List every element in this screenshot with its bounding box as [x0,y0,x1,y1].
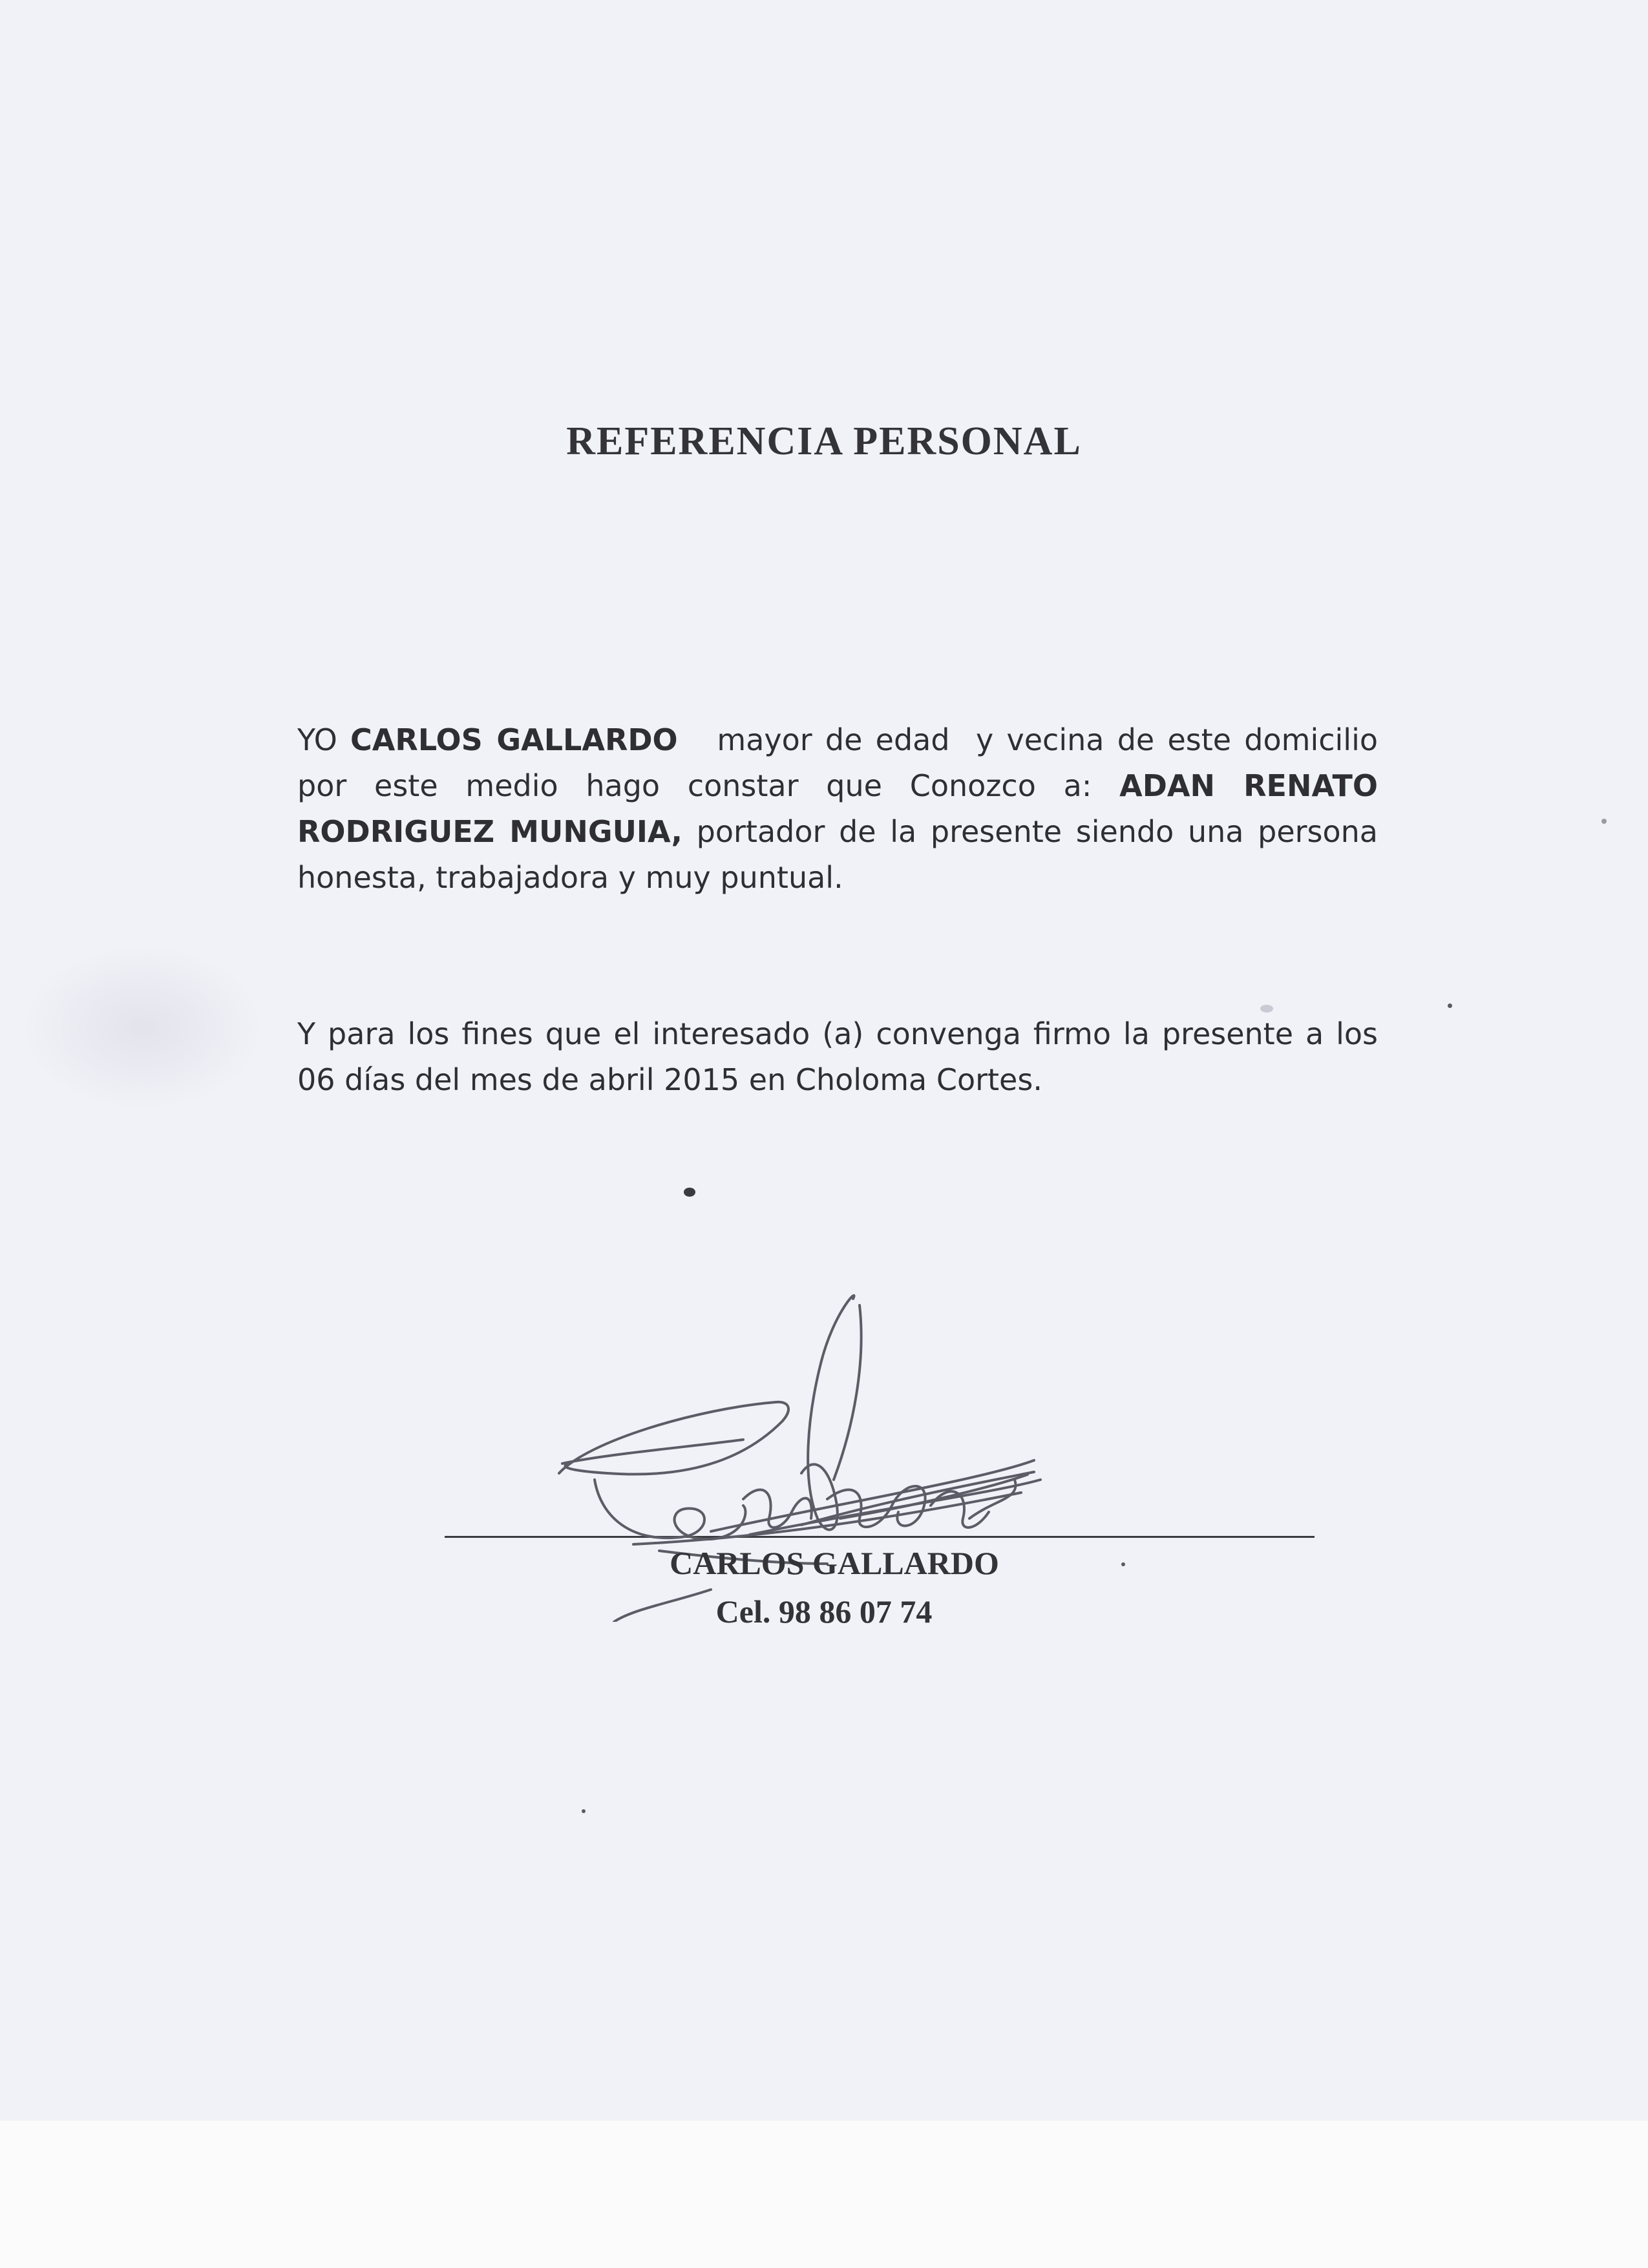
scan-margin [0,2121,1648,2268]
paragraph-line [297,763,1378,809]
subject-name-part2: RODRIGUEZ MUNGUIA, [297,814,682,849]
text-span: mayor de edad y vecina de este domicilio [677,722,1378,757]
closing-paragraph [297,1011,1378,1103]
document-title: REFERENCIA PERSONAL [566,419,1082,463]
subject-name-part1: ADAN RENATO [1119,768,1378,803]
paragraph-line [297,717,1378,763]
scan-speck [582,1809,586,1813]
paragraph-line: honesta, trabajadora y muy puntual. [297,860,843,895]
scan-speck [1448,1003,1452,1008]
paragraph-line: Y para los fines que el interesado (a) convenga firmo la presente a los [297,1016,1378,1051]
text-span: YO [297,722,351,757]
referee-name: CARLOS GALLARDO [350,722,678,757]
scan-speck [1601,819,1607,824]
signatory-phone: Cel. 98 86 07 74 [715,1593,933,1630]
signatory-name: CARLOS GALLARDO [670,1545,999,1581]
paragraph-line [297,809,1378,855]
reference-paragraph [297,717,1378,901]
scan-speck [684,1188,695,1197]
paragraph-line: 06 días del mes de abril 2015 en Choloma Cortes. [297,1062,1042,1097]
text-span: por este medio hago constar que Conozco a: [297,768,1120,803]
scan-shadow [19,943,265,1111]
text-span: portador de la presente siendo una persona [682,814,1378,849]
